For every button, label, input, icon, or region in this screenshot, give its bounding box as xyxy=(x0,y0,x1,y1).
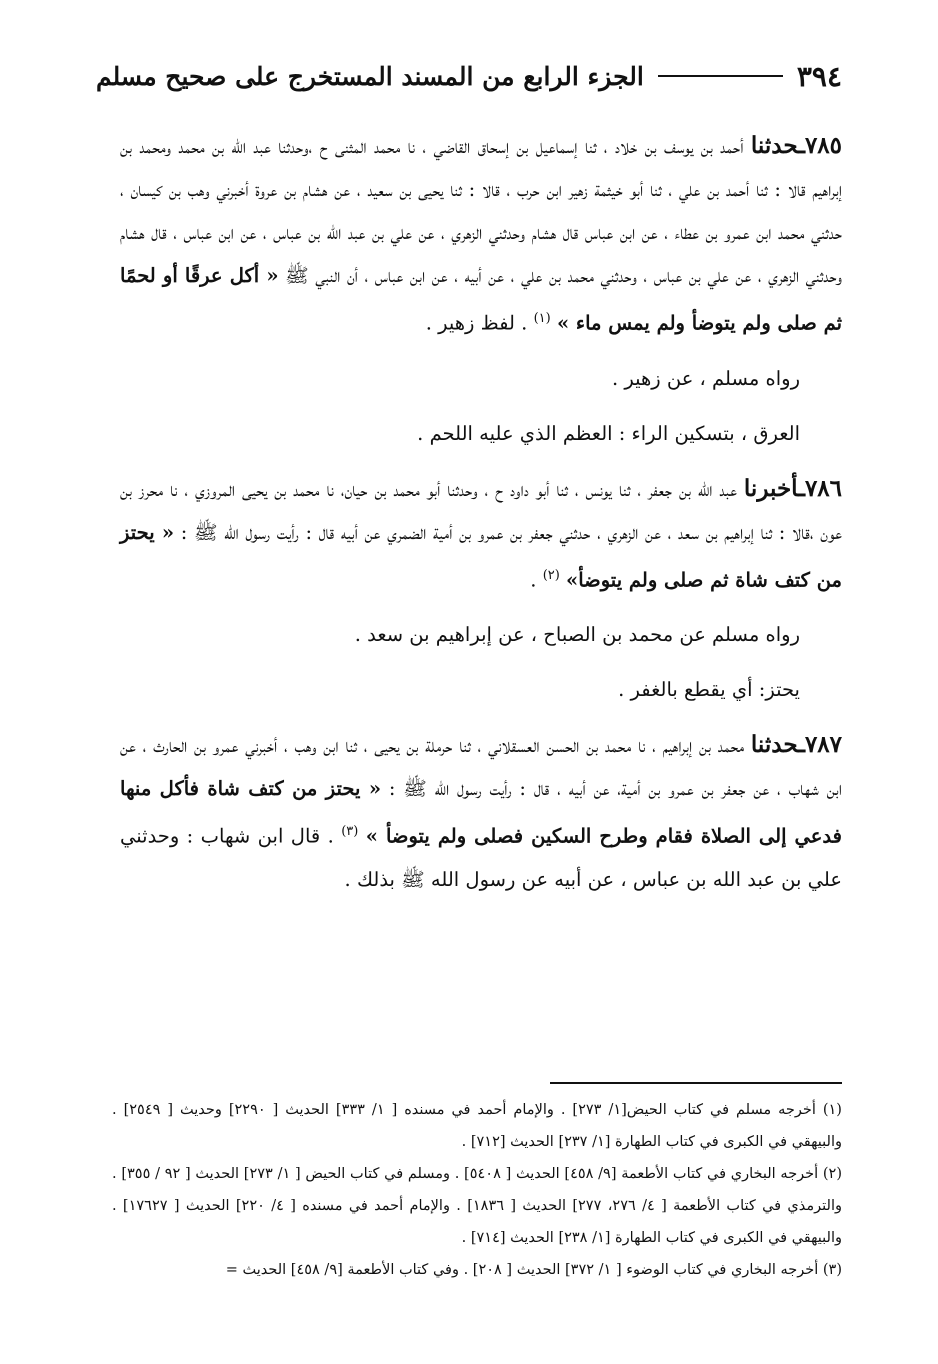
page-number: ٣٩٤ xyxy=(796,59,842,93)
footnote-3: (٣) أخرجه البخاري في كتاب الوضوء [ ١/ ٣٧٢] الحديث [ ٢٠٨] . وفي كتاب الأطعمة [٩/ ٤٥٨] الحديث = xyxy=(225,1262,842,1278)
footnote-2: (٢) أخرجه البخاري في كتاب الأطعمة [٩/ ٤٥٨] الحديث [ ٥٤٠٨] . ومسلم في كتاب الحيض [ ١/ ٢٧٣] الحديث [ ٩٢ / ٣٥٥] . والترمذي في كتاب الأطعمة [ ٤/ ٢٧٦، ٢٧٧] الحديث [ ١٨٣٦] . والإمام أحمد في مسنده [ ٤/ ٢٢٠] الحديث [ ١٧٦٢٧] . والبيهقي في الكبرى في كتاب الطهارة [١/ ٢٣٨] الحديث [٧١٤] . xyxy=(112,1166,842,1246)
hadith-tail: . لفظ زهير . xyxy=(425,311,534,335)
footnote-1: (١) أخرجه مسلم في كتاب الحيض[١/ ٢٧٣] . والإمام أحمد في مسنده [ ١/ ٣٣٣] الحديث [ ٢٢٩٠] وحديث [ ٢٥٤٩] . والبيهقي في الكبرى في كتاب الطهارة [١/ ٢٣٧] الحديث [٧١٢] . xyxy=(112,1102,842,1150)
hadith-787 xyxy=(120,723,842,901)
hadith-number: ٧٨٦ـ xyxy=(798,474,842,502)
hadith-opening-word: حدثنا xyxy=(750,731,799,758)
hadith-isnad: أحمد بن يوسف بن خلاد ، ثنا إسماعيل بن إسحاق القاضي ، نا محمد المثنى ح ،وحدثنا عبد الله بن محمد ومحمد بن إبراهيم قالا : ثنا أحمد بن علي ، ثنا أبو خيثمة زهير ابن حرب ، قالا : ثنا يحيى بن سعيد ، عن هشام بن عروة أخبرني وهب بن كيسان ، حدثني محمد ابن عمرو بن عطاء ، عن ابن عباس قال هشام وحدثني الزهري ، عن علي بن عبد الله بن عباس ، عن ابن عباس ، قال هشام وحدثني الزهري ، عن علي بن عباس ، وحدثني محمد بن علي ، عن أبيه ، عن ابن عباس ، أن النبي ﷺ xyxy=(120,135,842,287)
hadith-tail: . xyxy=(530,568,543,591)
hadith-number: ٧٨٥ـ xyxy=(798,132,842,159)
hadith-isnad: محمد بن إبراهيم ، نا محمد بن الحسن العسقلاني ، ثنا حرملة بن يحيى ، ثنا ابن وهب ، أخبرني عمرو بن الحارث ، عن ابن شهاب ، عن جعفر بن عمرو بن أمية، عن أبيه ، قال : رأيت رسول الله ﷺ : xyxy=(120,734,842,800)
running-title: الجزء الرابع من المسند المستخرج على صحيح مسلم xyxy=(96,61,644,91)
hadith-matn: « أكل عرقًا أو لحمًا ثم صلى ولم يتوضأ ولم يمس ماء » xyxy=(120,264,842,335)
hadith-matn: « يحتز من كتف شاة فأكل منها فدعي إلى الصلاة فقام وطرح السكين فصلى ولم يتوضأ » xyxy=(120,777,842,848)
hadith-786 xyxy=(120,467,842,602)
main-text xyxy=(120,124,842,901)
hadith-number: ٧٨٧ـ xyxy=(798,731,842,758)
hadith-785 xyxy=(120,124,842,345)
footnote-reference: (١) xyxy=(533,311,551,326)
gloss-785: العرق ، بتسكين الراء : العظم الذي عليه اللحم . xyxy=(417,421,800,445)
hadith-opening-word: أخبرنا xyxy=(743,474,799,502)
takhrij-785: رواه مسلم ، عن زهير . xyxy=(611,366,800,390)
footnote-separator xyxy=(550,1082,842,1084)
gloss-786: يحتز: أي يقطع بالغفر . xyxy=(618,678,800,701)
header-rule xyxy=(658,75,783,77)
takhrij-786: رواه مسلم عن محمد بن الصباح ، عن إبراهيم بن سعد . xyxy=(354,623,800,646)
hadith-matn: « يحتز من كتف شاة ثم صلى ولم يتوضأ» xyxy=(120,520,842,591)
hadith-opening-word: حدثنا xyxy=(750,132,799,159)
hadith-isnad: عبد الله بن جعفر ، ثنا يونس ، ثنا أبو داود ح ، وحدثنا أبو محمد بن حيان، نا محمد بن يحيى المروزي ، نا محرز بن عون ،قالا : ثنا إبراهيم بن سعد ، عن الزهري ، حدثني جعفر بن عمرو بن أمية الضمري عن أبيه قال : رأيت رسول الله ﷺ : xyxy=(120,477,842,544)
page-header xyxy=(96,56,842,96)
footnote-reference: (٣) xyxy=(341,824,359,839)
footnote-reference: (٢) xyxy=(542,567,560,583)
hadith-tail: . قال ابن شهاب : وحدثني علي بن عبد الله بن عباس ، عن أبيه عن رسول الله ﷺ بذلك . xyxy=(120,824,842,891)
footnotes xyxy=(112,1094,842,1286)
